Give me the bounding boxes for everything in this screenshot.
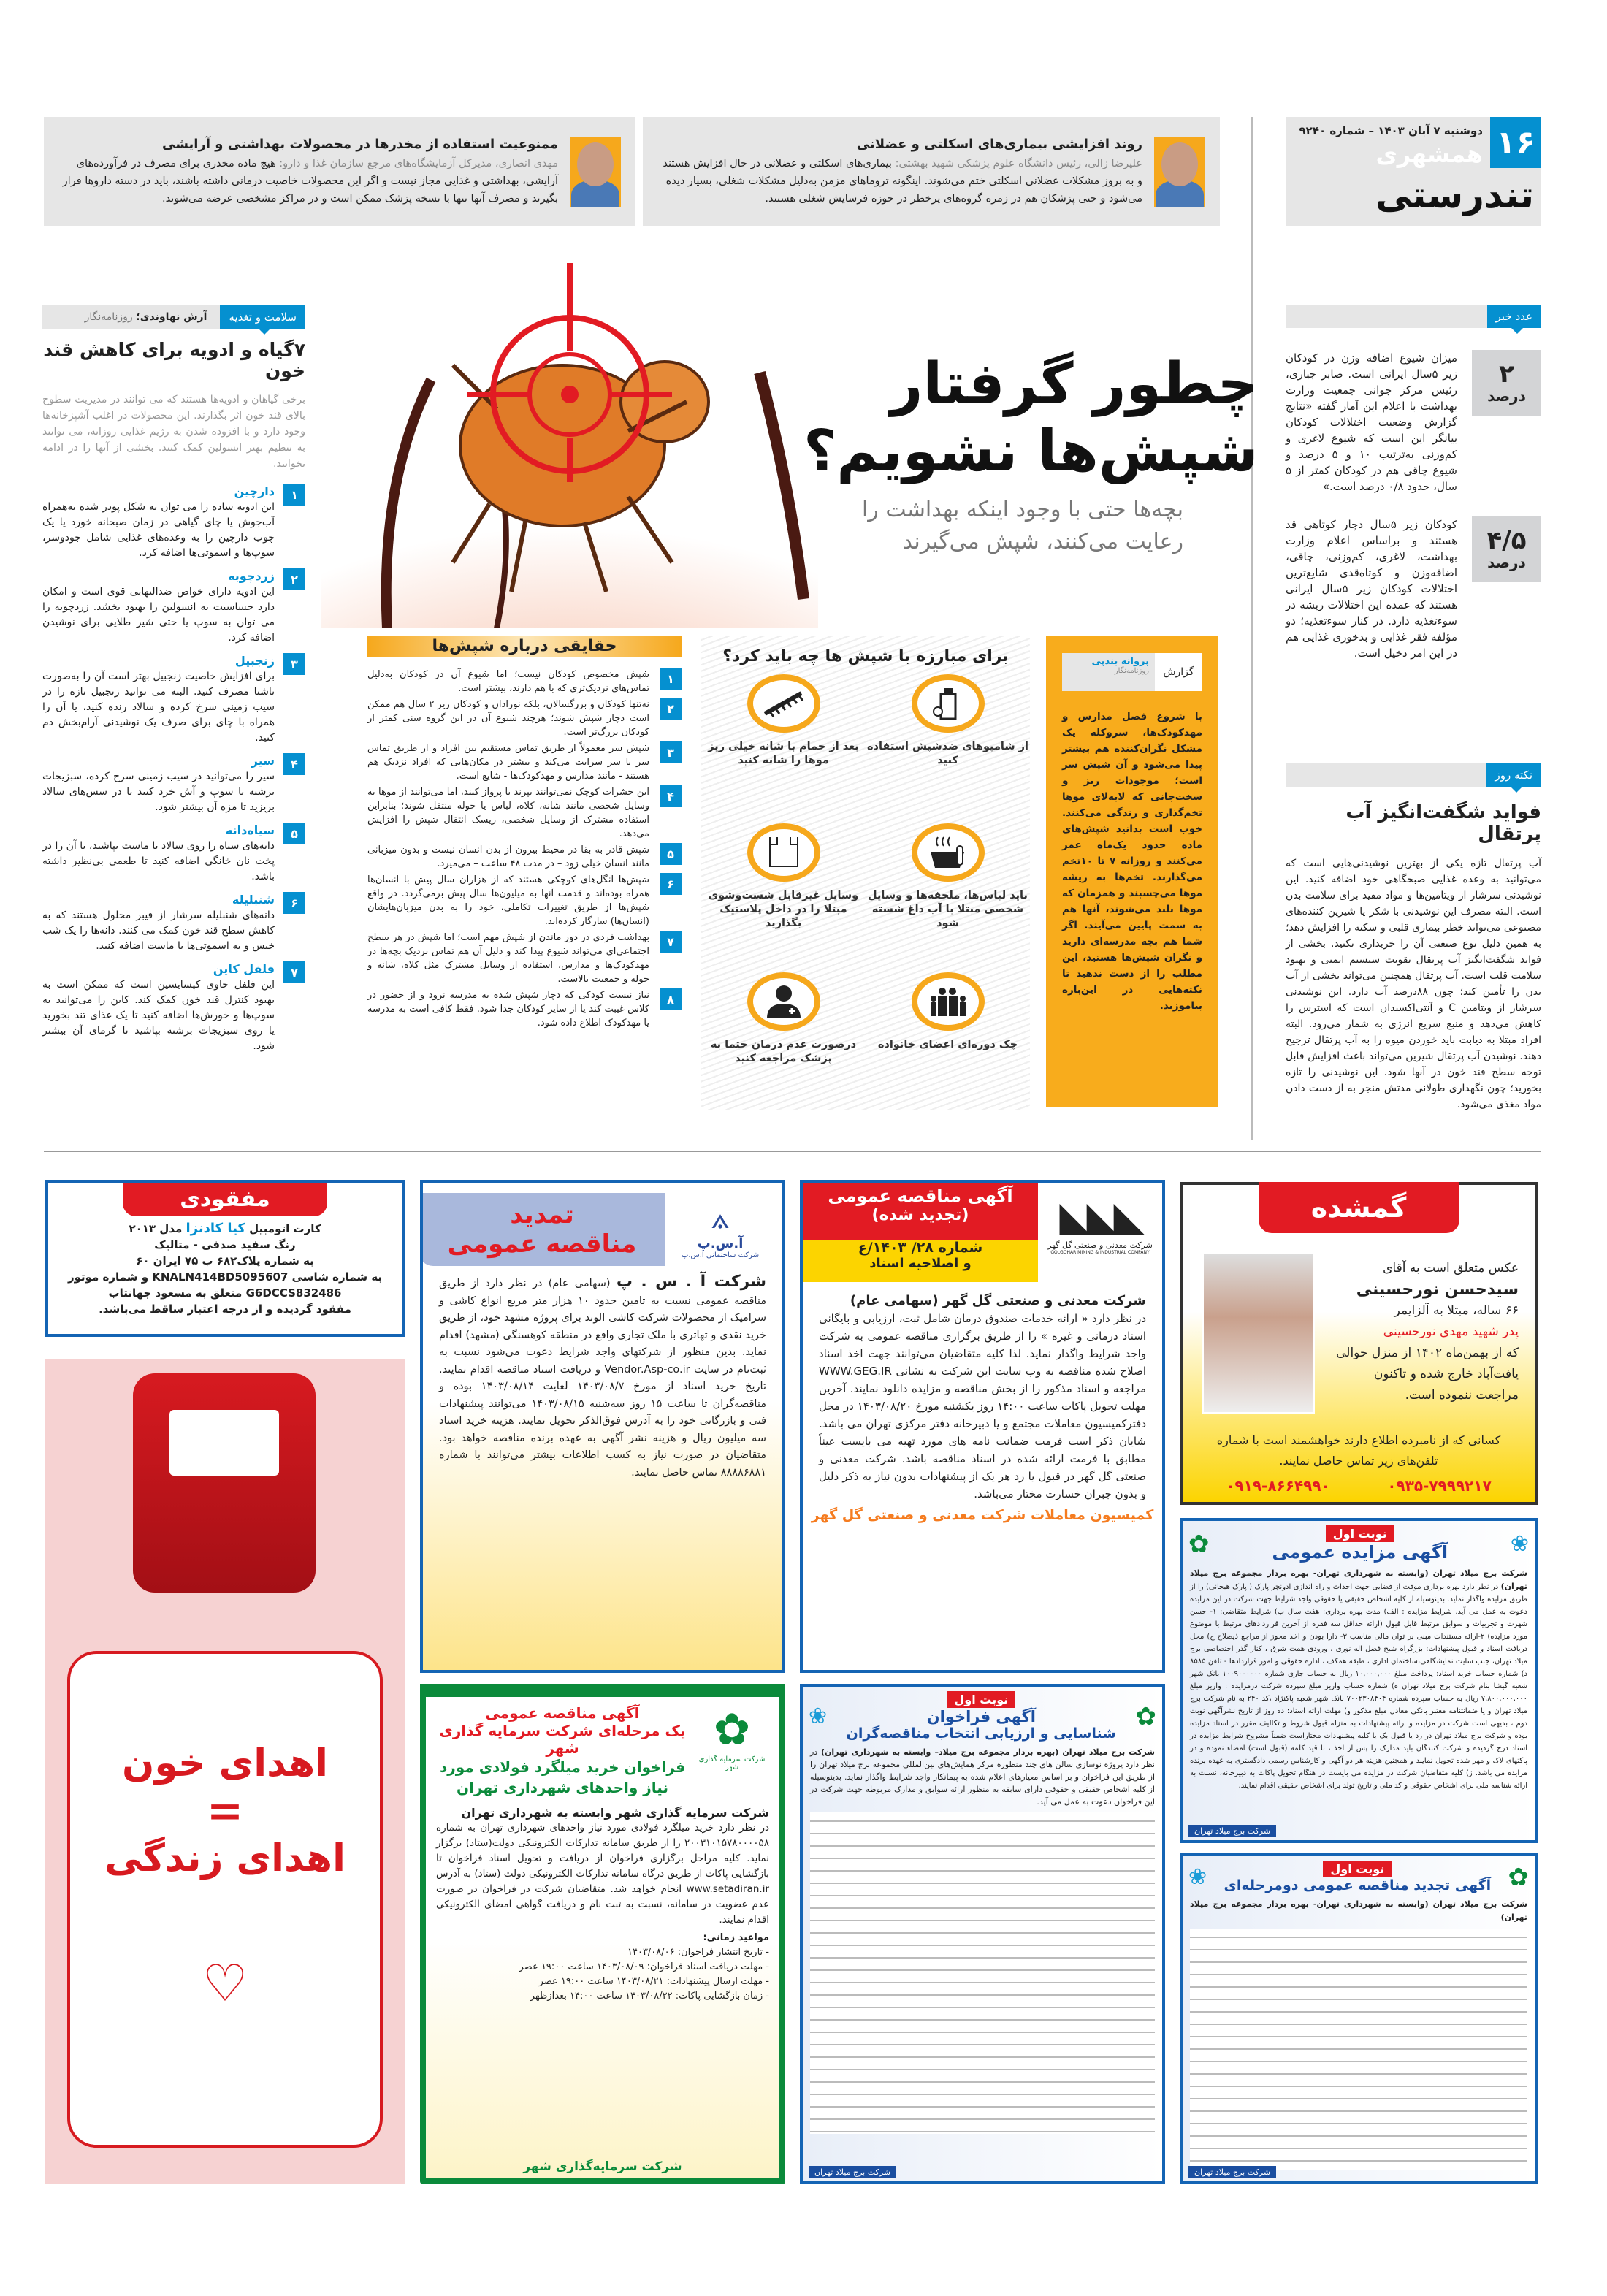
fact-text: نیاز نیست کودکی که دچار شپش شده به مدرسه نرود و از حضور در کلاس غیبت کند یا از سایر کودکان جدا شود. فقط کافی است به مدرسه یا مهدکودک اطلاع داده شود.	[367, 990, 649, 1029]
stat-item	[1286, 516, 1541, 661]
ad-line: ۶۶ ساله، مبتلا به آلزایمر	[1394, 1303, 1519, 1318]
fact-number: ۷	[660, 931, 682, 953]
ad-title: آگهی مزایده عمومی	[1272, 1542, 1448, 1563]
company-name: شرکت سرمایه گذاری شهر وابسته به شهرداری تهران	[461, 1806, 769, 1820]
dates-title: مواعید زمانی:	[703, 1932, 769, 1943]
doctor-icon	[747, 972, 820, 1031]
herb-text: دانه‌های سیاه را روی سالاد یا ماست بپاشید، یا آن را در پخت نان خانگی اضافه کنید تا طعمی بی‌نظیر داشته باشد.	[42, 840, 275, 882]
shampoo-icon	[912, 674, 985, 733]
tip-item	[866, 966, 1030, 1113]
tip-item	[701, 966, 866, 1113]
ad-title: گمشده	[1259, 1182, 1459, 1233]
tip-title: فواید شگفت‌انگیز آب پرتقال	[1345, 801, 1541, 845]
ad-title: تمدید	[510, 1200, 574, 1229]
fact-text: شپش‌ها انگل‌های کوچکی هستند که از هزاران سال پیش با انسان‌ها همراه بوده‌اند و قدمت آنها به میلیون‌ها سال پیش برمی‌گردد. در واقع شپش‌ها از طریق تغییرات تکاملی، خود را به بدن میزبان‌هایشان (انسان‌ها) سازگار کرده‌اند.	[367, 874, 649, 927]
author-role: روزنامه‌نگار	[1114, 667, 1149, 675]
tip-item	[701, 668, 866, 815]
headline-line-1: چطور گرفتار	[890, 351, 1259, 417]
comb-icon	[747, 674, 820, 733]
ad-footer: شرکت برج میلاد تهران	[1188, 2166, 1276, 2178]
fact-text: بهداشت فردی در دور ماندن از شپش مهم است؛ اما شپش در هر سطح اجتماعی‌ای می‌تواند شیوع پیدا کند و دلیل آن هم تماس نزدیک بچه‌ها در مهدکودک‌ها و مدارس، استفاده از وسایل مشترک مثل کلاه، شانه و حوله و جمعیت بالاست.	[367, 932, 649, 985]
ad-footer: شرکت برج میلاد تهران	[1188, 1825, 1276, 1837]
herb-text: این ادویه ساده را می توان به شکل پودر شده به‌همراه آب‌جوش یا چای گیاهی در زمان صبحانه خورد یا یک چوب دارچین را به وعده‌های غذایی شامل جودوسر، سوپ‌ها و اسموتی‌ها اضافه کرد.	[42, 501, 275, 559]
date-item: - مهلت دریافت اسناد فراخوان: ۱۴۰۳/۰۸/۰۹ ساعت ۱۹:۰۰ عصر	[519, 1961, 769, 1972]
fact-text: شپش سر معمولاً از طریق تماس مستقیم بین افراد و از طریق تماس سر با سر سرایت می‌کند و بیشتر در مکان‌هایی که افراد نزدیک هم هستند - مانند مدارس و مهدکودک‌ها - شایع است.	[367, 743, 649, 782]
ad-milad-auction	[1180, 1518, 1538, 1843]
ad-body: در نظر دارد خرید میلگرد فولادی مورد نیاز واحدهای شهرداری تهران به شماره ۲۰۰۳۱۰۱۵۷۸۰۰۰۰۵۸ را از طریق سامانه تدارکات الکترونیکی دولت(ستاد) برگزار نماید. کلیه مراحل برگزاری فراخوان از دریافت و تحویل اسناد فراخوان تا بازگشایی پاکات از طریق درگاه سامانه تدارکات الکترونیکی دولت (ستاد) به آدرس www.setadiran.ir انجام خواهد شد. متقاضیان شرکت در فراخوان در صورت عدم عضویت در سامانه، نسبت به ثبت نام و دریافت گواهی امضای الکترونیکی اقدام نمایند.	[436, 1822, 769, 1926]
fact-number: ۸	[660, 988, 682, 1010]
phone-number: ۰۹۱۹-۸۶۶۴۹۹۰	[1226, 1477, 1330, 1495]
fact-number: ۳	[660, 741, 682, 763]
family-icon	[912, 972, 985, 1031]
milad-tower-logo-icon: ❀	[1188, 1864, 1207, 1890]
herb-item	[42, 753, 305, 815]
article-intro: برخی گیاهان و ادویه‌ها هستند که می توانند در مدیریت سطوح بالای قند خون اثر بگذارند. این محصولات در اغلب آشپزخانه‌ها وجود دارد و با افزوده شدن به رژیم غذایی روزانه، می توانند به تنظیم بهتر انسولین کمک کنند. بخشی از آنها را در ادامه بخوانید.	[42, 394, 305, 470]
fact-item	[367, 988, 682, 1030]
golgohar-logo-icon: ◣◣◣	[1059, 1193, 1141, 1240]
fact-text: این حشرات کوچک نمی‌توانند بپرند یا پرواز کنند، اما می‌توانند از موها به وسایل شخصی مانند شانه، کلاه، لباس یا حوله منتقل شوند؛ بنابراین استفاده مشترک از وسایل شخصی، ریسک انتقال شپش را افزایش می‌دهد.	[367, 787, 649, 839]
ad-subtitle: یک مرحله‌ای شرکت سرمایه گذاری شهر	[439, 1722, 686, 1757]
author-name: آرش نهاوندی؛	[136, 311, 207, 323]
ad-line: عکس متعلق است به آقای	[1383, 1261, 1519, 1275]
herb-text: برای افزایش خاصیت زنجبیل بهتر است آن را به‌صورت ناشتا مصرف کنید. البته می توانید زنجبیل تازه را در سیب زمینی سرخ کرده و سالاد رنده کنید، یا آن را همراه با چای برای صرف یک نوشیدنی آرام‌بخش دم کنید.	[42, 671, 275, 744]
tag-label: سلامت و تغذیه	[220, 305, 305, 329]
ad-golgohar-tender	[800, 1180, 1165, 1673]
herb-name: زنجبیل	[234, 654, 275, 668]
report-text: با شروع فصل مدارس و مهدکودک‌ها، سروکله یک مشکل نگران‌کننده هم بیشتر پیدا می‌شود و آن شپش سر است؛ موجودات ریز و سخت‌جانی که لابه‌لای موها تخم‌گذاری و زندگی می‌کنند. خوب است بدانید شپش‌های ماده حدود یک‌ماه عمر می‌کنند و روزانه ۷ تا ۱۰تخم می‌گذارند. تخم‌ها به ریشه موها می‌چسبند و همزمان که موها بلند می‌شوند، آنها هم به سمت پایین می‌آیند. اگر شما هم بچه مدرسه‌ای دارید و نگران شپش‌ها هستید، این مطلب را از دست ندهید تا نکته‌هایی در این‌باره بیاموزید.	[1062, 711, 1202, 1012]
herb-text: این فلفل حاوی کپسایسین است که ممکن است به بهبود کنترل قند خون کمک کند. کاین را می‌توانید به سوپ‌ها و خورش‌ها اضافه کنید تا یک غذای تند بخورید یا روی سبزیجات برشته بپاشید تا گرمای آن بیشتر شود.	[42, 979, 275, 1052]
tender-number: شماره ۲۸/ ۱۴۰۳/ع	[858, 1240, 983, 1256]
stat-item	[1286, 350, 1541, 495]
fact-item	[367, 668, 682, 695]
author-name: پروانه بندپی	[1091, 656, 1149, 667]
ad-line: G6DCCS832486 متعلق به مسعود جهانتاب	[108, 1286, 342, 1300]
quote-speaker: مهدی انصاری، مدیرکل آزمایشگاه‌های مرجع سازمان غذا و دارو:	[279, 157, 558, 169]
ad-subtitle: (تجدید شده)	[871, 1206, 969, 1224]
car-brand: کیا کادنزا	[186, 1221, 245, 1236]
page-number: ۱۶	[1490, 117, 1541, 168]
fact-number: ۱	[660, 668, 682, 690]
ad-footer: کمیسیون معاملات شرکت معدنی و صنعتی گل گهر	[811, 1507, 1154, 1523]
ad-blood-donation	[45, 1359, 405, 2184]
ad-body: در نظر دارد بهره برداری موقت از فضایی جهت احداث و راه اندازی ادونچر پارک ( پارک هیجانی) را از طریق مزایده واگذار نماید. بدینوسیله از کلیه اشخاص حقیقی یا حقوقی واجد شرایط جهت شرکت در این مزایده دعوت به عمل می آید. شرایط مزایده : الف) مدت بهره برداری: هفت سال ب) شرایط متقاضی: ۱- حسن شهرت و تجربیات و سوابق مرتبط قابل قبول (ارائه حداقل سه فقره از آخرین قراردادهای مرتبط با موضوع مورد مزایده) ۲-ارائه مستندات مبنی بر توان مالی مناسب ۳- دارا بودن و اخذ مجوز از مراجع ذیصلاح ج) محل دریافت اسناد و قبول پیشنهادات: بزرگراه شیخ فضل اله نوری ، ورودی همت شرق ، کنار گذر اختصاصی برج میلاد تهران، جنب سایت نمایشگاهی،ساختمان اداری ، طبقه همکف ، اداره حقوقی و امور قراردادها - تلفن ۸۵۸۵ د) شماره حساب خرید اسناد: پرداخت مبلغ ۱۰,۰۰۰,۰۰۰ ریال به حساب جاری شماره ۱۰۰۹۰۰۰۰۰۰ بانک شهر شعبه گیشا بنام شرکت برج میلاد تهران ه) شماره حساب واریز مبلغ سپرده شرکت درمزایده : واریز مبلغ ۷,۸۰۰,۰۰۰,۰۰۰ ریال به حساب سپرده شماره ۷۰۰۲۳۰۸۴۰۴ بانک شهر شعبه پاکنژاد ،کد ۲۴۰ به نام شرکت برج میلاد تهران و یا ضمانتنامه معتبر بانکی معادل مبلغ مذکور و) مهلت ارائه اسناد: ده روز از تاریخ نشرآگهی نوبت دوم ، بدیهی است شرکت در مزایده و ارائه پیشنهادات به منزله قبول شروط و تکالیف مقرر در اسناد مزایده بوده و شرکت برج میلاد تهران در رد یا قبول یک یا کلیه پیشنهادات مختاراست ضمناً مشروح شرایط مزایده در اسناد درج گردیده و شرکت کنندگان باید مدارک را پس از اخذ ، با قید کلمه (قبول است) امضاء نموده و در پاکتهای لاک و مهر شده تحویل نمایند و همچنین هزینه هر دو آگهی و کارشناس رسمی دادگستری به عهده برنده مزایده می باشد. ز) کلیه متقاضیان شرکت در مزایده می بایست در هنگام تحویل پاکات به دبیرخانه، نسبت به ارائه شناسه ملی برای اشخاص حقوقی و کد ملی و تاریخ تولد برای اشخاص حقیقی اقدام نمایند.	[1190, 1583, 1527, 1790]
logo-text-en: GOLGOHAR MINING & INDUSTRIAL COMPANY	[1050, 1250, 1150, 1255]
item-number: ۳	[283, 653, 305, 675]
slogan-line-2: اهدای زندگی	[104, 1837, 346, 1880]
tehran-municipality-logo-icon: ✿	[1508, 1862, 1529, 1892]
louse-target-illustration	[321, 263, 818, 628]
herb-name: فلفل کاین	[213, 962, 275, 976]
herb-item	[42, 653, 305, 746]
company-name: شرکت معدنی و صنعتی گل گهر (سهامی عام)	[850, 1293, 1146, 1308]
sarmayeh-logo-icon: ✿	[713, 1704, 751, 1755]
tehran-municipality-logo-icon: ✿	[1188, 1529, 1210, 1559]
ad-line: به شماره پلاک۶۸۲ ب ۷۵ ایران ۶۰	[136, 1254, 314, 1267]
date-item: - زمان بازگشایی پاکات: ۱۴۰۳/۰۸/۲۲ ساعت ۱۴:۰۰ بعدازظهر	[530, 1991, 769, 2002]
fact-item	[367, 931, 682, 986]
herb-name: دارچین	[234, 484, 275, 498]
fact-number: ۵	[660, 843, 682, 865]
milad-tower-logo-icon: ❀	[1510, 1531, 1529, 1557]
fact-number: ۴	[660, 785, 682, 807]
ad-missing-person	[1180, 1182, 1538, 1505]
ad-title: آگهی مناقصه عمومی	[485, 1704, 640, 1722]
tip-text: آب پرتقال تازه یکی از بهترین نوشیدنی‌هایی است که می‌توانید به وعده غذایی صبحگاهی خود اضافه کنید. این نوشیدنی سرشار از ویتامین‌ها و مواد مفید برای سلامت بدن است. البته مصرف این نوشیدنی با شکر یا شیرین کننده‌های مصنوعی می‌تواند خطر بیماری قلبی و سکته را افزایش دهد؛ به همین دلیل نوع صنعتی آن را خریداری نکنید. بخشی از فواید شگفت‌انگیز آب پرتقال تقویت سیستم ایمنی و بهبود سلامت قلب است. آب پرتقال همچنین می‌تواند بخشی از آب بدن را تأمین کند؛ چون ۸۸درصد آب دارد. این نوشیدنی سرشار از ویتامین C و آنتی‌اکسیدان است که استرس را کاهش می‌دهد و منبع سریع انرژی به شمار می‌رود. البته افراد مبتلا به دیابت باید خوردن میوه را به آب پرتقال ترجیح دهند. نوشیدن آب پرتقال شیرین می‌تواند باعث افزایش قابل توجه سطح قند خون در آنها شود. این نوشیدنی را تازه بخورید؛ چون نگهداری طولانی مدتش منجر به از دست دادن مواد مغذی می‌شود.	[1286, 858, 1542, 1110]
quote-text: بیماری‌های اسکلتی و عضلانی در حال افزایش هستند و به بروز مشکلات عضلانی اسکلتی ختم می‌شوند. اینگونه تروماهای مزمن به‌دلیل مشکلات شغلی، بسیار دیده می‌شود و حتی پزشکان هم در زمره گروه‌های پرخطر در حوزه فرسایش شغلی هستند.	[663, 157, 1142, 205]
amendment-label: و اصلاحیه اسناد	[869, 1256, 972, 1271]
stat-text: کودکان زیر ۵سال دچار کوتاهی قد هستند و براساس اعلام وزارت بهداشت، لاغری، کم‌وزنی، چاقی، اضافه‌وزن و کوتاه‌قدی شایع‌ترین اختلالات کودکان زیر ۵سال ایرانی هستند که عمده این اختلالات ریشه در سوءتغذیه دارد. در کنار سوءتغذیه؛ دو مؤلفه فقر غذایی و بدخوری غذایی هم در این امر دخیل است.	[1286, 518, 1458, 660]
first-notice-badge: نوبت اول	[1326, 1525, 1394, 1542]
first-notice-badge: نوبت اول	[947, 1691, 1015, 1708]
herb-name: شنبلیله	[232, 893, 275, 907]
herb-name: سیر	[251, 754, 275, 768]
tag-label: عدد خبر	[1487, 305, 1541, 328]
logo-caption: شرکت ساختمانی آ.س.پ	[681, 1251, 760, 1259]
item-number: ۲	[283, 568, 305, 590]
ad-line: مدل ۲۰۱۳	[129, 1222, 183, 1235]
plastic-bag-icon	[747, 823, 820, 882]
ad-line: مفقود گردیده و از درجه اعتبار ساقط می‌باشد.	[99, 1303, 351, 1316]
fact-item	[367, 873, 682, 928]
slogan-line-1: اهدای خون	[122, 1742, 328, 1785]
ad-milad-call-for-contractors	[800, 1684, 1165, 2184]
ad-body-fineprint	[810, 1812, 1155, 2134]
hot-water-basin-icon	[912, 823, 985, 882]
herb-name: زردچوبه	[228, 569, 275, 583]
logo-text: آ.س.پ	[697, 1236, 744, 1251]
fact-item	[367, 698, 682, 739]
fact-text: نه‌تنها کودکان و بزرگسالان، بلکه نوزادان و کودکان زیر ۲ سال هم ممکن است دچار شپش شوند؛ هرچند شیوع آن در این گروه سنی کمتر از کودکان بزرگ‌تر است.	[367, 699, 649, 738]
herb-item	[42, 484, 305, 561]
tips-title: برای مبارزه با شپش ها چه باید کرد؟	[722, 647, 1009, 665]
facts-title: حقایقی درباره شپش‌ها	[367, 636, 682, 657]
quote-speaker: علیرضا زالی، رئیس دانشگاه علوم پزشکی شهید بهشتی:	[895, 157, 1142, 169]
company-name: شرکت برج میلاد تهران (وابسته به شهرداری تهران- بهره بردار مجموعه برج میلاد تهران)	[1190, 1899, 1527, 1922]
asp-logo-icon: ⟑	[711, 1200, 730, 1235]
ad-body: در نظر دارد « ارائه خدمات صندوق درمان شامل ثبت، ارزیابی و بایگانی اسناد درمانی و غیره » را از طریق برگزاری مناقصه عمومی به شرکت واجد شرایط واگذار نماید. لذا کلیه متقاضیان می‌توانند جهت اخذ اسناد اصلاح شده مناقصه به وب سایت این شرکت به نشانی WWW.GEG.IR مراجعه و اسناد مذکور را از بخش مناقصه و مزایده دانلود نمایند. آخرین مهلت تحویل پاکات ساعت ۱۴:۰۰ روز یکشنبه مورخ ۱۴۰۳/۰۸/۲۰ در محل دفترکمیسیون معاملات مجتمع و یا دبیرخانه دفتر مرکزی تهران می باشد. شایان ذکر است فرمت ضمانت نامه های مورد تهیه می بایست عیناً مطابق با فرمت ارائه شده در اسناد مناقصه باشد. شرکت معدنی و صنعتی گل گهر در قبول یا رد هر یک از پیشنهادات بدون نیاز به ذکر دلیل و بدون جبران خسارت مختار می‌باشد.	[819, 1312, 1146, 1500]
tip-text: باید لباس‌ها، ملحفه‌ها و وسایل شخصی مبتلا با آب داغ شسته شود	[868, 890, 1028, 929]
ad-line: کارت اتومبیل	[249, 1222, 321, 1235]
item-number: ۱	[283, 484, 305, 506]
byline	[1062, 653, 1202, 691]
logo-text: شرکت معدنی و صنعتی گل گهر	[1047, 1240, 1153, 1250]
herb-item	[42, 823, 305, 885]
stat-value: ۴/۵	[1486, 526, 1527, 555]
herbs-article	[42, 305, 305, 1061]
stat-unit: درصد	[1487, 387, 1526, 405]
fact-number: ۲	[660, 698, 682, 720]
company-name: شرکت برج میلاد تهران (وابسته به شهرداری تهران- بهره بردار مجموعه برج میلاد تهران)	[1190, 1568, 1527, 1591]
numbers-section	[1286, 305, 1541, 661]
person-name: سیدحسن نورحسینی	[1356, 1281, 1519, 1299]
ad-sarmayeh-tender	[420, 1684, 785, 2184]
ad-title: مفقودی	[123, 1183, 327, 1216]
blood-bag-icon	[133, 1373, 316, 1593]
section-tag	[1286, 763, 1541, 787]
fact-text: شپش مخصوص کودکان نیست؛ اما شیوع آن در کودکان به‌دلیل تماس‌های نزدیک‌تری که با هم دارند، بیشتر است.	[367, 669, 649, 694]
ad-line: کسانی که از نامبرده اطلاع دارند خواهشمند است با شماره تلفن‌های زیر تماس حاصل نمایند.	[1216, 1433, 1501, 1468]
ad-line: رنگ سفید صدفی - متالیک	[154, 1238, 296, 1251]
headline-block	[804, 351, 1259, 558]
quote-title: ممنوعیت استفاده از مخدرها در محصولات بهداشتی و آرایشی	[162, 136, 558, 152]
herb-name: سیاه‌دانه	[225, 823, 275, 837]
report-box	[1046, 636, 1218, 1107]
quote-text: هیچ ماده مخدری برای مصرف در فرآورده‌های آرایشی، بهداشتی و غذایی مجاز نیست و اگر این محصولات خاصیت درمانی داشته باشند، باید در دسته داروها قرار بگیرند و مصرف آنها تنها با نسخه پزشک ممکن است و در مراکز مشخصی عرضه می‌شوند.	[62, 157, 558, 205]
tip-text: درصورت عدم درمان حتما به پزشک مراجعه کنید	[710, 1039, 857, 1064]
item-number: ۵	[283, 823, 305, 844]
milad-tower-logo-icon: ❀	[809, 1704, 828, 1729]
paper-logo: همشهری	[1375, 140, 1483, 168]
ad-footer: شرکت برج میلاد تهران	[809, 2166, 896, 2178]
date-item: - مهلت ارسال پیشنهادات: ۱۴۰۳/۰۸/۲۱ ساعت ۱۹:۰۰ عصر	[538, 1976, 769, 1987]
item-number: ۶	[283, 892, 305, 914]
herb-item	[42, 961, 305, 1054]
ad-subtitle: فراخوان خرید میلگرد فولادی مورد نیاز واحدهای شهرداری تهران	[440, 1758, 685, 1796]
ad-lost-car-card	[45, 1180, 405, 1337]
ad-asp-tender-extension	[420, 1180, 785, 1673]
tip-item	[701, 817, 866, 964]
column-divider	[1251, 117, 1253, 1140]
ad-milad-retender	[1180, 1853, 1538, 2184]
missing-person-photo	[1202, 1252, 1315, 1414]
fact-item	[367, 785, 682, 841]
ad-subtitle: مناقصه عمومی	[447, 1229, 637, 1259]
ad-body: (سهامی عام) در نظر دارد از طریق مناقصه عمومی نسبت به تامین حدود ۱۰ هزار متر مربع انواع کاشی و سرامیک از محصولات شرکت کاشی الوند برای پروژه مشهد خود، از طریق خرید نقدی و تهاتری با ملک تجاری واقع در منطقه کوهسنگی (مشهد) اقدام نماید. بدین منظور از شرکتهای واجد شرایط دعوت می‌شود نسبت به ثبت‌نام در سایت Vendor.Asp-co.ir و دریافت اسناد مناقصه اقدام نمایند. تاریخ خرید اسناد از مورخ ۱۴۰۳/۰۸/۷ لغایت ۱۴۰۳/۰۸/۱۴ بوده و مناقصه‌گران تا ساعت ۱۵ روز سه‌شنبه ۱۴۰۳/۰۸/۱۵ می‌توانند پیشنهادات فنی و بازرگانی خود را به آدرس فوق‌الذکر تحویل نمایند. هزینه خرید اسناد سه میلیون ریال و هزینه نشر آگهی به عهده برنده مناقصه خواهد بود. متقاضیان در صورت نیاز به کسب اطلاعات بیشتر می‌توانند با شماره ۸۸۸۸۶۸۸۱ تماس حاصل نمایند.	[439, 1278, 766, 1479]
date-item: - تاریخ انتشار فراخوان: ۱۴۰۳/۰۸/۰۶	[627, 1947, 769, 1958]
ad-title: آگهی تجدید مناقصه عمومی دومرحله‌ای	[1224, 1877, 1492, 1893]
lice-facts	[367, 636, 682, 1032]
herb-text: سیر را می‌توانید در سیب زمینی سرخ کرده، سبزیجات برشته یا سوپ و آش خرد کنید یا در سس‌های سالاد بریزید تا مزه آن بیشتر شود.	[42, 771, 275, 813]
herb-item	[42, 568, 305, 646]
fact-text: شپش قادر به بقا در محیط بیرون از بدن انسان نیست و بدون میزبانی مانند انسان خیلی زود – در مدت ۴۸ ساعت – می‌میرد.	[367, 844, 649, 869]
issue-date: دوشنبه ۷ آبان ۱۴۰۳ – شماره ۹۲۴۰	[1299, 124, 1483, 137]
speaker-photo	[1154, 137, 1205, 207]
headline-line-2: شپش‌ها نشویم؟	[804, 419, 1259, 484]
report-kicker: گزارش	[1155, 653, 1202, 691]
main-subhead: بچه‌ها حتی با وجود اینکه بهداشت را رعایت می‌کنند، شپش می‌گیرند	[861, 497, 1183, 554]
quote-box-ansari	[44, 117, 635, 226]
ad-line-highlight: پدر شهید مهدی نورحسینی	[1383, 1324, 1519, 1339]
tip-text: چک دوره‌ای اعضای خانواده	[877, 1039, 1018, 1050]
ad-title: آگهی مناقصه عمومی	[828, 1186, 1013, 1206]
section-tag	[42, 305, 305, 329]
section-title: تندرستی	[1375, 174, 1534, 216]
main-headline	[804, 351, 1259, 485]
slogan-equals: =	[206, 1785, 244, 1837]
ad-body: در نظر دارد پروژه نوسازی سالن های چند منظوره مرکز همایش‌های بین‌المللی مجموعه برج میلاد تهران را از طریق این فراخوان و بر اساس معیارهای اعلام شده به پیمانکار واجد شرایط واگذار نماید. بدینوسیله از کلیه اشخاص حقیقی و حقوقی دارای سابقه به منظور ارائه سوابق و مدارک مربوطه جهت شرکت در این فراخوان دعوت به عمل می آید.	[810, 1747, 1155, 1807]
tip-text: از شامپوهای ضدشپش استفاده کنید	[866, 741, 1029, 766]
fact-number: ۶	[660, 873, 682, 895]
tag-label: نکته روز	[1486, 763, 1541, 787]
ads-divider	[44, 1151, 1541, 1152]
ad-body-fineprint	[1190, 1929, 1527, 2170]
speaker-photo	[570, 137, 621, 207]
ad-line: که از بهمن‌ماه ۱۴۰۲ از منزل حوالی یافت‌آباد خارج شده و تاکنون مراجعت ننموده است.	[1336, 1346, 1519, 1403]
ad-footer: شرکت سرمایه‌گذاری شهر	[523, 2159, 682, 2174]
tehran-municipality-logo-icon: ✿	[1135, 1701, 1156, 1731]
ad-title: آگهی فراخوان	[926, 1708, 1036, 1725]
tip-item	[866, 817, 1030, 964]
herb-text: دانه‌های شنبلیله سرشار از فیبر محلول هستند که به کاهش سطح قند خون کمک می کنند. دانه‌ها را یک شب خیس و به اسموتی‌ها یا ماست اضافه کنید.	[42, 909, 275, 952]
donation-card	[67, 1651, 383, 2148]
logo-caption: شرکت سرمایه گذاری شهر	[698, 1755, 766, 1771]
section-tag	[1286, 305, 1541, 328]
stat-text: میزان شیوع اضافه وزن در کودکان زیر ۵سال ایرانی است. صابر جباری، رئیس مرکز جوانی جمعیت وزارت بهداشت با اعلام این آمار گفته «نتایج گزارش وضعیت اختلالات کودکان بیانگر این است که شیوع لاغری و کم‌وزنی به‌ترتیب ۱۰ و ۵ درصد و شیوع چاقی هم در کودکان کمتر از ۵ سال، حدود ۰/۸ درصد است.»	[1286, 351, 1457, 493]
tip-of-day	[1286, 763, 1541, 1113]
tip-item	[866, 668, 1030, 815]
quote-title: روند افزایشی بیماری‌های اسکلتی و عضلانی	[856, 136, 1142, 152]
fact-item	[367, 843, 682, 871]
heart-icon: ♡	[202, 1953, 248, 2013]
first-notice-badge: نوبت اول	[1323, 1861, 1392, 1877]
herb-item	[42, 892, 305, 954]
tip-text: بعد از حمام با شانه خیلی ریز موها را شانه کنید	[708, 741, 859, 766]
fact-item	[367, 741, 682, 783]
quote-box-zali	[643, 117, 1220, 226]
phone-number: ۰۹۳۵-۷۹۹۹۲۱۷	[1387, 1477, 1492, 1495]
company-name: شرکت برج میلاد تهران (بهره بردار مجموعه برج میلاد– وابسته به شهرداری تهران)	[821, 1747, 1156, 1757]
item-number: ۴	[283, 753, 305, 775]
company-name: شرکت آ . س . پ	[616, 1273, 766, 1291]
article-title: ۷گیاه و ادویه برای کاهش قند خون	[43, 339, 305, 381]
tips-infographic	[701, 636, 1030, 1110]
tip-text: وسایل غیرقابل شست‌وشوی مبتلا را در داخل پلاستیک بگذارید	[708, 890, 859, 929]
page-header	[1286, 117, 1541, 226]
stat-value: ۲	[1499, 359, 1514, 389]
ad-subtitle: شناسایی و ارزیابی انتخاب مناقصه‌گران	[846, 1725, 1116, 1742]
author-role: روزنامه‌نگار	[84, 311, 133, 323]
herb-text: این ادویه دارای خواص ضدالتهابی قوی است و امکان دارد حساسیت به انسولین را بهبود بخشد. زردچوبه را می توان به سوپ یا حتی شیر طلایی برای نوشیدن اضافه کرد.	[42, 586, 275, 644]
stat-unit: درصد	[1487, 554, 1526, 571]
item-number: ۷	[283, 961, 305, 983]
ad-line: به شماره شاسی KNALN414BD5095607 و شماره موتور	[67, 1270, 383, 1284]
